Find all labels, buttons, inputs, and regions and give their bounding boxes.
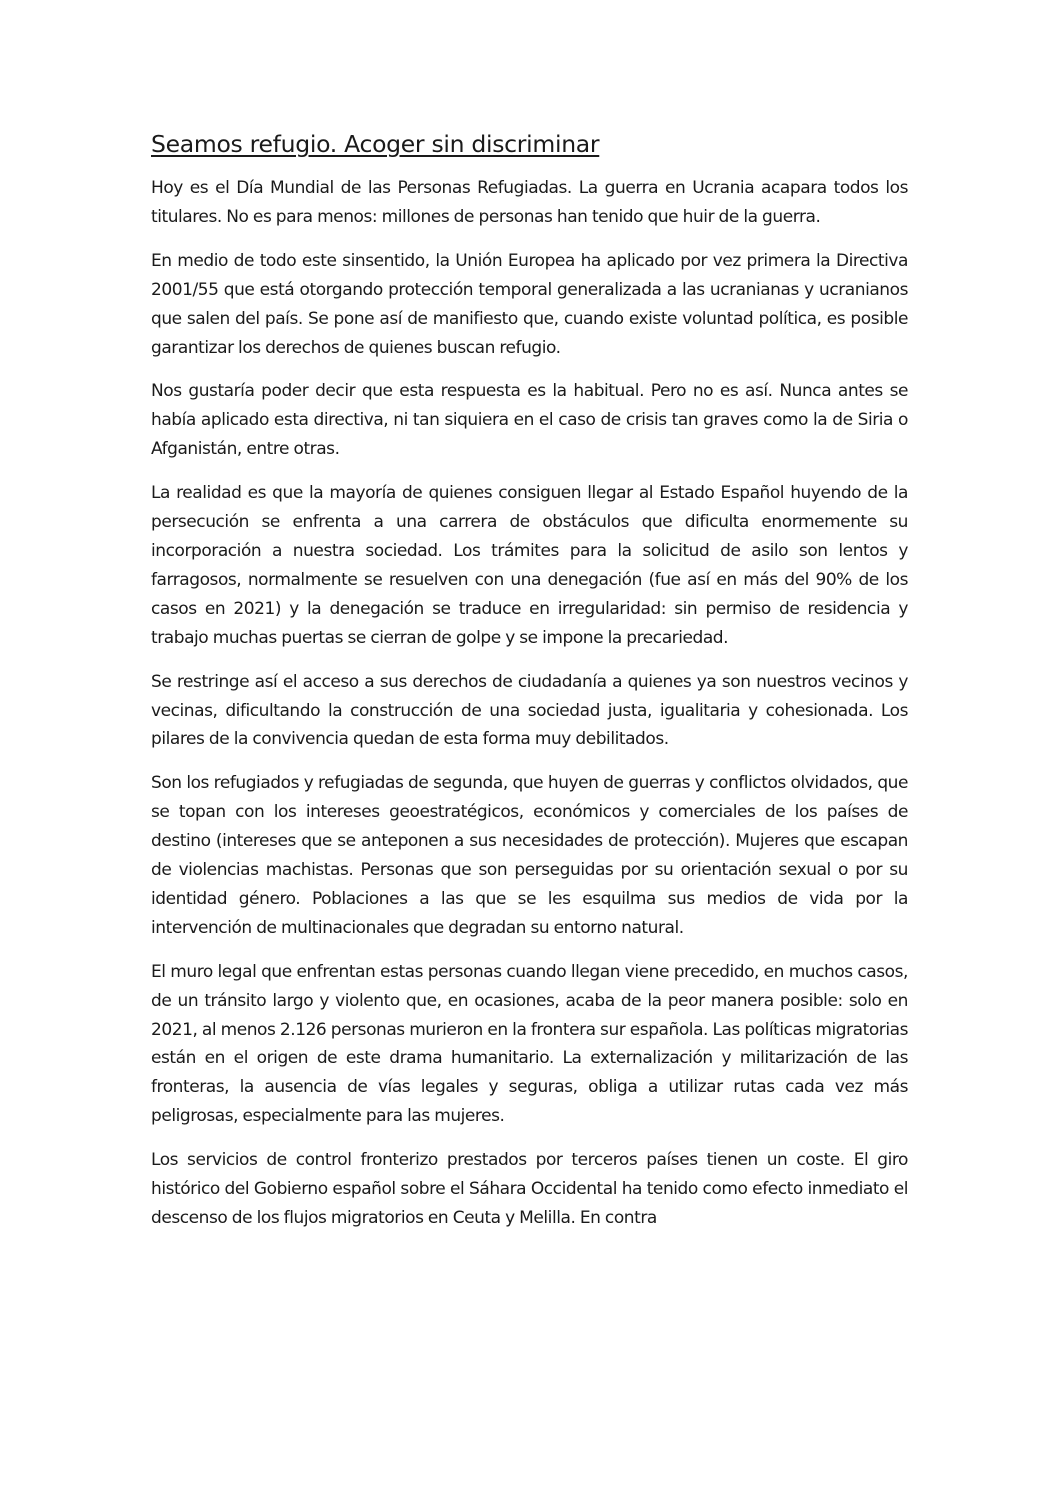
paragraph-2: En medio de todo este sinsentido, la Unión Europea ha aplicado por vez primera la Directiva 2001/55 que está otorgando protección temporal generalizada a las ucranianas y ucranianos que salen del país. Se pone así de manifiesto que, cuando existe voluntad política, es posible garantizar los derechos de quienes buscan refugio. [151,250,908,358]
document-title: Seamos refugio. Acoger sin discriminar [151,130,600,158]
paragraph-6: Son los refugiados y refugiadas de segunda, que huyen de guerras y conflictos olvidados, que se topan con los intereses geoestratégicos, económicos y comerciales de los países de destino (intereses que se anteponen a sus necesidades de protección). Mujeres que escapan de violencias machistas. Personas que son perseguidas por su orientación sexual o por su identidad género. Poblaciones a las que se les esquilma sus medios de vida por la intervención de multinacionales que degradan su entorno natural. [151,773,908,938]
paragraph-8: Los servicios de control fronterizo prestados por terceros países tienen un coste. El giro histórico del Gobierno español sobre el Sáhara Occidental ha tenido como efecto inmediato el descenso de los flujos migratorios en Ceuta y Melilla. En contra [151,1150,908,1228]
paragraph-5: Se restringe así el acceso a sus derechos de ciudadanía a quienes ya son nuestros vecinos y vecinas, dificultando la construcción de una sociedad justa, igualitaria y cohesionada. Los pilares de la convivencia quedan de esta forma muy debilitados. [151,671,908,750]
paragraph-1: Hoy es el Día Mundial de las Personas Refugiadas. La guerra en Ucrania acapara todos los titulares. No es para menos: millones de personas han tenido que huir de la guerra. [151,178,908,227]
paragraph-3: Nos gustaría poder decir que esta respuesta es la habitual. Pero no es así. Nunca antes se había aplicado esta directiva, ni tan siquiera en el caso de crisis tan graves como la de Siria o Afganistán, entre otras. [151,381,908,460]
paragraph-4: La realidad es que la mayoría de quienes consiguen llegar al Estado Español huyendo de la persecución se enfrenta a una carrera de obstáculos que dificulta enormemente su incorporación a nuestra sociedad. Los trámites para la solicitud de asilo son lentos y farragosos, normalmente se resuelven con una denegación (fue así en más del 90% de los casos en 2021) y la denegación se traduce en irregularidad: sin permiso de residencia y trabajo muchas puertas se cierran de golpe y se impone la precariedad. [151,483,908,648]
paragraph-7: El muro legal que enfrentan estas personas cuando llegan viene precedido, en muchos casos, de un tránsito largo y violento que, en ocasiones, acaba de la peor manera posible: solo en 2021, al menos 2.126 personas murieron en la frontera sur española. Las políticas migratorias están en el origen de este drama humanitario. La externalización y militarización de las fronteras, la ausencia de vías legales y seguras, obliga a utilizar rutas cada vez más peligrosas, especialmente para las mujeres. [151,961,908,1127]
document-page [151,128,908,1248]
